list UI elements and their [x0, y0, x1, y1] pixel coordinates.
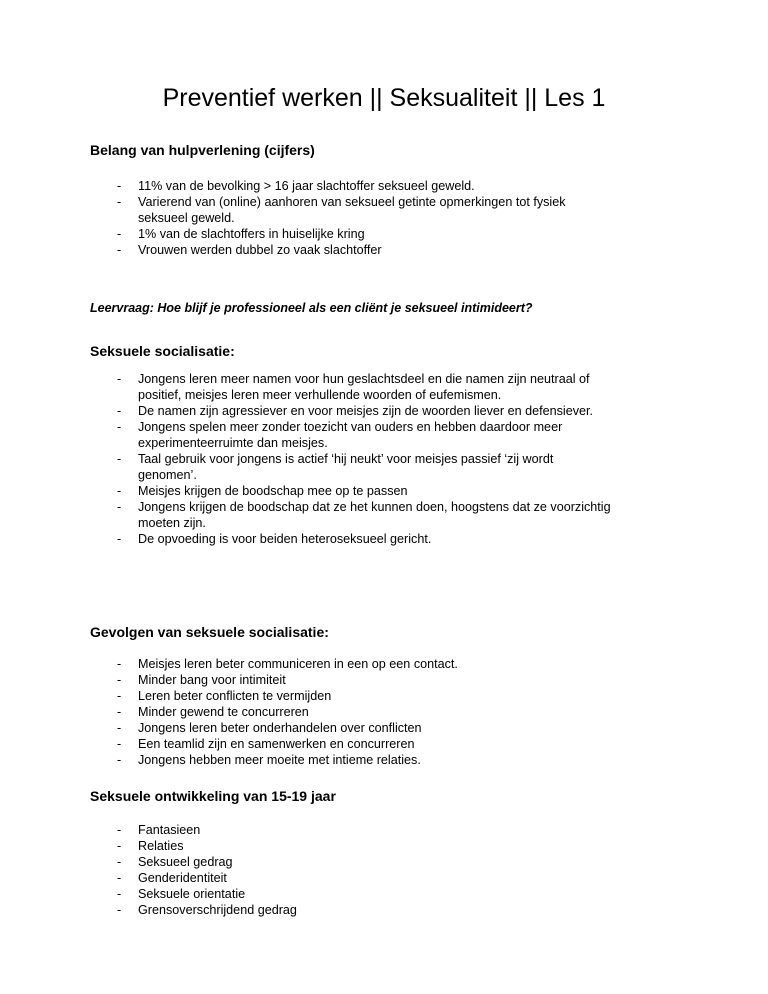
list-item	[0, 688, 458, 704]
list-item	[0, 226, 566, 242]
list-item	[0, 704, 458, 720]
list-item-text: - Meisjes krijgen de boodschap mee op te passen	[138, 484, 408, 498]
list-item-text: experimenteerruimte dan meisjes.	[138, 436, 328, 450]
list-item-text: - Varierend van (online) aanhoren van seksueel getinte opmerkingen tot fysiek	[138, 195, 566, 209]
list-item	[0, 242, 566, 258]
list-item-text: - Vrouwen werden dubbel zo vaak slachtoffer	[138, 243, 382, 257]
list-item	[0, 752, 458, 768]
list-item-text: - Grensoverschrijdend gedrag	[138, 903, 297, 917]
list-item-text: - Taal gebruik voor jongens is actief ‘hij neukt’ voor meisjes passief ‘zij wordt	[138, 452, 554, 466]
list-item-text: - Fantasieen	[138, 823, 201, 837]
list-item	[0, 499, 611, 531]
list-socialisatie	[0, 371, 611, 547]
list-item	[0, 194, 566, 226]
list-item	[0, 403, 611, 419]
list-item	[0, 656, 458, 672]
list-item-text: - De opvoeding is voor beiden heteroseksueel gericht.	[138, 532, 432, 546]
list-item-text: - Seksuele orientatie	[138, 887, 246, 901]
list-item-text: - Meisjes leren beter communiceren in een op een contact.	[138, 657, 458, 671]
list-item-text: - Leren beter conflicten te vermijden	[138, 689, 332, 703]
list-item	[0, 419, 611, 451]
list-item-text: moeten zijn.	[138, 516, 206, 530]
list-item-text: - Seksueel gedrag	[138, 855, 233, 869]
list-item-text: - Jongens krijgen de boodschap dat ze het kunnen doen, hoogstens dat ze voorzichtig	[138, 500, 611, 514]
list-item-text: seksueel geweld.	[138, 211, 235, 225]
section-heading-gevolgen: Gevolgen van seksuele socialisatie:	[90, 624, 329, 640]
list-item-text: - Jongens leren beter onderhandelen over conflicten	[138, 721, 422, 735]
list-item	[0, 483, 611, 499]
list-item-text: genomen’.	[138, 468, 197, 482]
list-item-text: - Minder gewend te concurreren	[138, 705, 309, 719]
list-item-text: - Genderidentiteit	[138, 871, 227, 885]
list-item-text: - Jongens leren meer namen voor hun geslachtsdeel en die namen zijn neutraal of	[138, 372, 590, 386]
list-item	[0, 736, 458, 752]
list-item	[0, 531, 611, 547]
list-item	[0, 870, 297, 886]
leervraag: Leervraag: Hoe blijf je professioneel als een cliënt je seksueel intimideert?	[90, 301, 533, 315]
list-belang	[0, 178, 566, 258]
document-title: Preventief werken || Seksualiteit || Les 1	[162, 84, 606, 112]
list-item	[0, 902, 297, 918]
section-heading-ontwikkeling: Seksuele ontwikkeling van 15-19 jaar	[90, 788, 336, 804]
list-item	[0, 178, 566, 194]
list-item-text: - Minder bang voor intimiteit	[138, 673, 286, 687]
list-item	[0, 886, 297, 902]
list-item-text: positief, meisjes leren meer verhullende woorden of eufemismen.	[138, 388, 502, 402]
list-item	[0, 822, 297, 838]
list-item-text: - De namen zijn agressiever en voor meisjes zijn de woorden liever en defensiever.	[138, 404, 594, 418]
list-item	[0, 371, 611, 403]
list-item	[0, 451, 611, 483]
list-item	[0, 854, 297, 870]
list-item-text: - Jongens hebben meer moeite met intieme relaties.	[138, 753, 421, 767]
list-ontwikkeling	[0, 822, 297, 918]
list-item-text: - 11% van de bevolking > 16 jaar slachtoffer seksueel geweld.	[138, 179, 475, 193]
list-item-text: - Relaties	[138, 839, 184, 853]
section-heading-socialisatie: Seksuele socialisatie:	[90, 343, 235, 359]
list-item	[0, 838, 297, 854]
list-item	[0, 672, 458, 688]
section-heading-belang: Belang van hulpverlening (cijfers)	[90, 142, 315, 158]
list-item-text: - 1% van de slachtoffers in huiselijke kring	[138, 227, 365, 241]
list-gevolgen	[0, 656, 458, 768]
list-item-text: - Jongens spelen meer zonder toezicht van ouders en hebben daardoor meer	[138, 420, 563, 434]
list-item-text: - Een teamlid zijn en samenwerken en concurreren	[138, 737, 415, 751]
list-item	[0, 720, 458, 736]
